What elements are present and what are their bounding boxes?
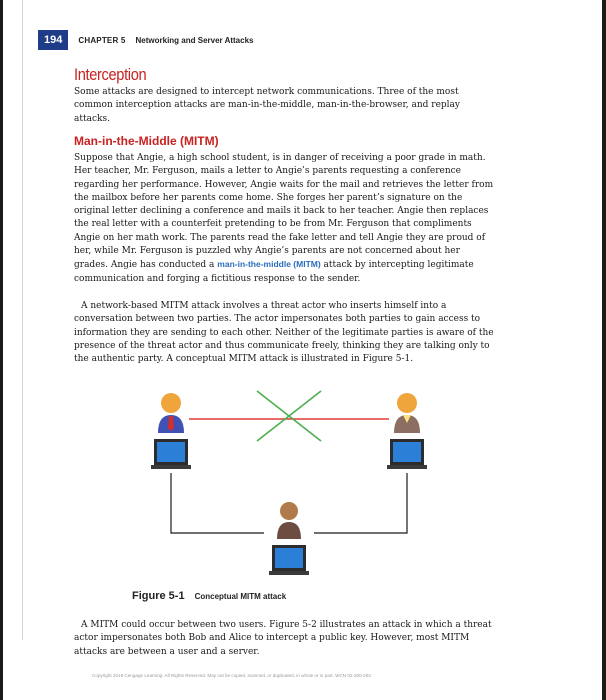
mitm-keyword: man-in-the-middle (MITM) [217,259,321,270]
mitm-paragraph-1-end: attack by intercepting legitimate communication and forging a fictitious response to the sender. [74,260,474,284]
chapter-title: Networking and Server Attacks [135,35,254,45]
mitm-diagram [124,385,454,585]
user-right-head [397,393,417,413]
laptop-icon [269,545,309,575]
user-left [151,393,191,469]
chapter-label: CHAPTER 5 [78,35,126,45]
tie-icon [168,416,174,431]
mitm-paragraph-1-text: Suppose that Angie, a high school student, is in danger of receiving a poor grade in math. Her teacher, Mr. Ferguson, mails a letter to Angie’s parents requesting a conference regarding her performance. However, Angie waits for the mail and retrieves the letter from the mailbox before her parents come home. She forges her parent’s signature on the original letter declining a conference and mails it back to her teacher. Angie then replaces the real letter with a counterfeit pretending to be from Mr. Ferguson that compliments Angie on her math work. The parents read the fake letter and tell Angie they are proud of her, while Mr. Ferguson is puzzled why Angie’s parents are not concerned about her grades. Angie has conducted a [74,153,494,271]
laptop-icon [387,439,427,469]
threat-actor-body [277,522,301,539]
user-left-head [161,393,181,413]
subsection-heading: Man-in-the-Middle (MITM) [74,134,219,148]
right-route-line [314,473,407,533]
page-number: 194 [38,30,68,50]
after-figure-paragraph: A MITM could occur between two users. Figure 5-2 illustrates an attack in which a threat actor impersonates both Bob and Alice to intercept a public key. However, most MITM attacks are between a user and a server. [74,620,492,657]
book-page [14,0,590,700]
laptop-icon [151,439,191,469]
left-frame-edge [0,0,3,700]
figure-label: Figure 5-1 [132,590,185,602]
section-heading: Interception [74,65,147,84]
running-header [38,30,253,50]
threat-actor [269,502,309,575]
margin-rule [22,0,23,640]
intro-paragraph: Some attacks are designed to intercept network communications. Three of the most common interception attacks are man-in-the-middle, man-in-the-browser, and replay attacks. [74,87,461,124]
left-route-line [171,473,264,533]
user-right [387,393,427,469]
figure-caption [132,590,286,602]
mitm-paragraph-2: A network-based MITM attack involves a threat actor who inserts himself into a conversation between two parties. The actor impersonates both parties to gain access to information they are sending to each other. Neither of the legitimate parties is aware of the presence of the threat actor and thus communicate freely, thinking they are talking only to the authentic party. A conceptual MITM attack is illustrated in Figure 5-1. [74,301,494,365]
threat-actor-head [280,502,298,520]
copyright-notice: Copyright 2018 Cengage Learning. All Rights Reserved. May not be copied, scanned, or duplicated, in whole or in part. WCN 02-200-203 [92,673,371,678]
mitm-paragraph-1 [74,152,494,286]
right-frame-edge [602,0,606,700]
figure-title: Conceptual MITM attack [194,592,287,601]
